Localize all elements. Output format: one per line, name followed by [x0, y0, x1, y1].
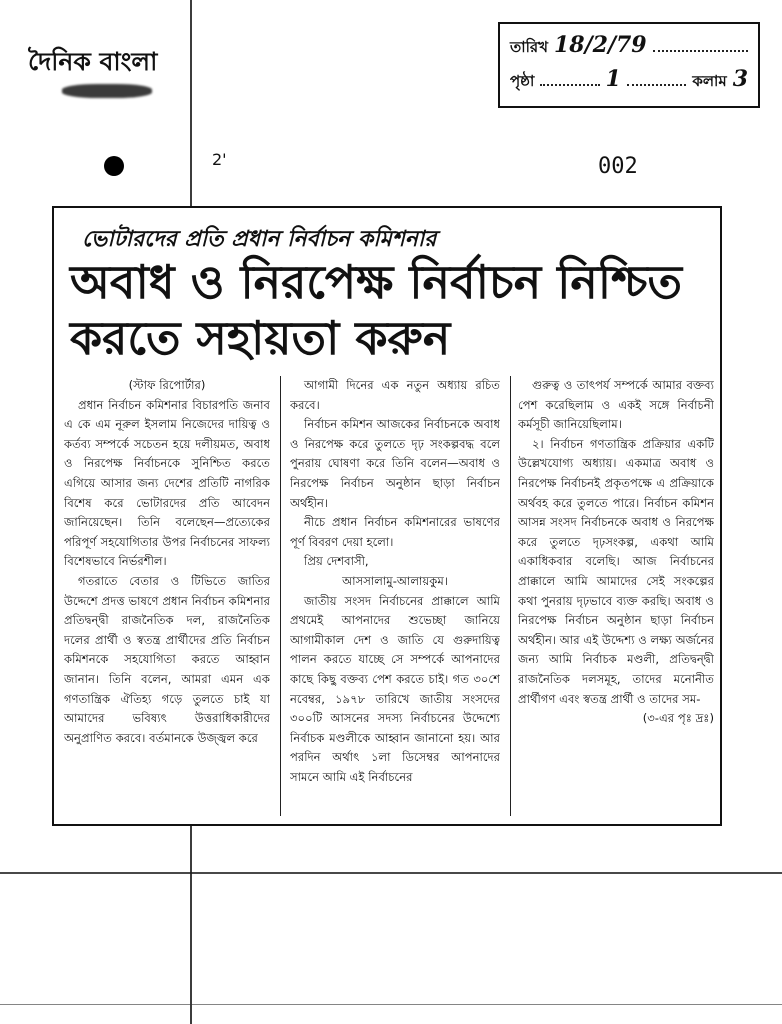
stamp-page-value: 1 [605, 66, 621, 92]
article-headline: অবাধ ও নিরপেক্ষ নির্বাচন নিশ্চিত করতে সহায়তা করুন [70, 255, 682, 366]
page-number: 002 [598, 154, 638, 179]
stamp-page-label: পৃষ্ঠা [510, 72, 535, 90]
paragraph: প্রধান নির্বাচন কমিশনার বিচারপতি জনাব এ কে এম নূরুল ইসলাম নিজেদের দায়িত্ব ও কর্তব্য সম্পর্কে সচেতন হয়ে দলীয়মত, অবাধ ও নিরপেক্ষ নির্বাচনকে সুনিশ্চিত করতে এগিয়ে আসার জন্য দেশের প্রতিটি নাগরিক বিশেষ করে ভোটারদের প্রতি আবেদন জানিয়েছেন। তিনি বলেছেন—প্রত্যেকের পরিপূর্ণ সহযোগিতার উপর নির্বাচনের সাফল্য বিশেষভাবে নির্ভরশীল। [64, 397, 270, 569]
paragraph: নীচে প্রধান নির্বাচন কমিশনারের ভাষণের পূর্ণ বিবরণ দেয়া হলো। [290, 515, 500, 549]
greeting: আসসালামু-আলায়কুম। [342, 573, 448, 588]
stamp-date-row [510, 32, 748, 66]
article-kicker: ভোটারদের প্রতি প্রধান নির্বাচন কমিশনার [82, 227, 437, 252]
stamp-dotted-line [627, 74, 686, 86]
punch-hole [104, 156, 124, 176]
archive-stamp [498, 22, 760, 108]
newspaper-masthead: দৈনিক বাংলা [28, 47, 158, 76]
salutation: প্রিয় দেশবাসী, [304, 554, 369, 569]
paragraph: গতরাতে বেতার ও টিভিতে জাতির উদ্দেশে প্রদত্ত ভাষণে প্রধান নির্বাচন কমিশনার প্রতিদ্বন্দ্বী রাজনৈতিক দল, রাজনৈতিক দলের প্রার্থী ও স্বতন্ত্র প্রার্থীদের প্রতি নির্বাচন কমিশনকে সহযোগিতা করতে আহ্বান জানান। তিনি বলেন, আমরা এমন এক গণতান্ত্রিক ঐতিহ্য গড়ে তুলতে চাই যা আমাদের ভবিষ্যৎ উত্তরাধিকারীদের অনুপ্রাণিত করবে। বর্তমানকে উজ্জ্বল করে [64, 573, 270, 745]
stamp-dotted-line [540, 74, 599, 86]
article-column-3 [518, 376, 714, 816]
paragraph: গুরুত্ব ও তাৎপর্য সম্পর্কে আমার বক্তব্য পেশ করেছিলাম ও একই সঙ্গে নির্বাচনী কর্মসূচী জানিয়েছিলাম। [518, 378, 714, 432]
paragraph: ২। নির্বাচন গণতান্ত্রিক প্রক্রিয়ার একটি উল্লেখযোগ্য অধ্যায়। একমাত্র অবাধ ও নিরপেক্ষ নির্বাচনই প্রকৃতপক্ষে এ প্রক্রিয়াকে অর্থবহ করে তুলতে পারে। নির্বাচন কমিশন আসন্ন সংসদ নির্বাচনকে অবাধ ও নিরপেক্ষ করে তুলতে দৃঢ়সংকল্প, একথা আমি একাধিকবার বলেছি। আজ নির্বাচনের প্রাক্কালে আমি আমাদের সেই সংকল্পের কথা পুনরায় দৃঢ়ভাবে ব্যক্ত করছি। অবাধ ও নিরপেক্ষ নির্বাচন অনুষ্ঠান ছাড়া নির্বাচন অর্থহীন। আর এই উদ্দেশ্য ও লক্ষ্য অর্জনের জন্য আমি নির্বাচক মণ্ডলী, প্রতিদ্বন্দ্বী রাজনৈতিক দলসমূহ, তাদের মনোনীত প্রার্থীগণ এবং স্বতন্ত্র প্রার্থী ও তাদের সম- [518, 436, 714, 706]
article-byline: (স্টাফ রিপোর্টার) [128, 378, 206, 392]
news-clipping [52, 206, 722, 826]
paragraph: আগামী দিনের এক নতুন অধ্যায় রচিত করবে। [290, 378, 500, 412]
article-column-1 [64, 376, 270, 816]
article-column-2 [290, 376, 500, 816]
corner-mark: 2' [212, 150, 227, 169]
stamp-column-label: কলাম [692, 72, 727, 90]
stamp-date-label: তারিখ [510, 38, 548, 56]
paragraph: জাতীয় সংসদ নির্বাচনের প্রাক্কালে আমি প্রথমেই আপনাদের শুভেচ্ছা জানিয়ে আগামীকাল দেশ ও জাতি যে গুরুদায়িত্ব পালন করতে যাচ্ছে সে সম্পর্কে আপনাদের কাছে কিছু বক্তব্য পেশ করতে চাই। গত ৩০শে নবেম্বর, ১৯৭৮ তারিখে জাতীয় সংসদের ৩০০টি আসনের সদস্য নির্বাচনের উদ্দেশ্যে নির্বাচক মণ্ডলীকে আহ্বান জানানো হয়। আর পরদিন অর্থাৎ ১লা ডিসেম্বর আপনাদের সামনে আমি এই নির্বাচনের [290, 593, 500, 784]
column-divider [280, 376, 281, 816]
column-divider [510, 376, 511, 816]
stamp-column-value: 3 [732, 66, 749, 92]
page-edge-line [0, 1004, 782, 1005]
stamp-dotted-line [653, 40, 748, 52]
article-body [64, 376, 714, 816]
fold-line-horizontal [0, 872, 782, 874]
continued-note: (৩-এর পৃঃ দ্রঃ) [642, 711, 714, 726]
paragraph: নির্বাচন কমিশন আজকের নির্বাচনকে অবাধ ও নিরপেক্ষ করে তুলতে দৃঢ় সংকল্পবদ্ধ বলে পুনরায় ঘোষণা করে তিনি বলেন—অবাধ ও নিরপেক্ষ নির্বাচন অনুষ্ঠান ছাড়া নির্বাচন অর্থহীন। [290, 417, 500, 510]
stamp-page-row [510, 66, 748, 100]
ink-smudge [62, 84, 152, 98]
stamp-date-value: 18/2/79 [554, 32, 647, 58]
